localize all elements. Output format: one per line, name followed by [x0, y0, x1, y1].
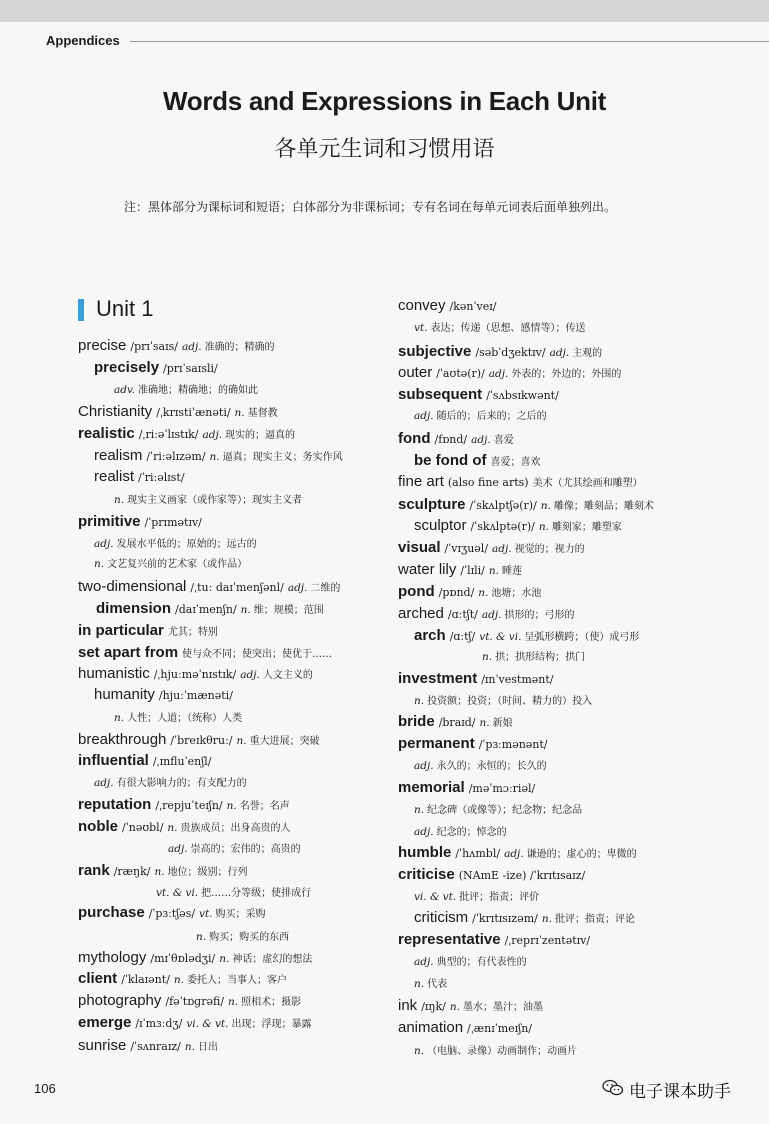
definition: 有很大影响力的；有支配力的 — [116, 778, 247, 789]
entry-line — [414, 319, 586, 334]
part-of-speech: n. — [414, 978, 425, 990]
headword: sculptor — [414, 517, 467, 534]
entry-line — [414, 627, 639, 644]
watermark-text: 电子课本助手 — [629, 1082, 731, 1102]
entry-line — [78, 665, 313, 682]
part-of-speech: n. — [540, 500, 551, 512]
headword: humanistic — [78, 665, 150, 682]
headword: sunrise — [78, 1037, 127, 1054]
part-of-speech: n. — [479, 717, 490, 729]
headword: visual — [398, 539, 441, 556]
phonetic: /ˈsʌnraɪz/ — [130, 1040, 181, 1053]
definition: 委托人；当事人；客户 — [187, 975, 288, 986]
part-of-speech: n. — [154, 866, 165, 878]
headword: convey — [398, 297, 446, 314]
unit-accent-bar — [78, 299, 84, 321]
headword: subjective — [398, 343, 472, 360]
entry-line — [398, 473, 643, 490]
definition: 名誉；名声 — [239, 801, 290, 812]
part-of-speech: n. — [196, 931, 207, 943]
headword: realist — [94, 468, 135, 485]
definition: 购买；采购 — [215, 909, 266, 920]
part-of-speech: vt. & vi. — [156, 887, 199, 899]
definition: 雕刻家；雕塑家 — [551, 522, 622, 533]
phonetic: /ˈskʌlptə(r)/ — [470, 520, 535, 533]
definition: 文艺复兴前的艺术家（或作品） — [107, 559, 248, 570]
phonetic: /prɪˈsaɪs/ — [130, 340, 178, 353]
phonetic: /ˌrepjuˈteɪʃn/ — [155, 799, 223, 812]
part-of-speech: vt. — [414, 322, 428, 334]
part-of-speech: n. — [414, 804, 425, 816]
headword: criticism — [414, 909, 469, 926]
part-of-speech: vi. & vt. — [186, 1018, 229, 1030]
part-of-speech: n. — [538, 521, 549, 533]
entry-line — [78, 992, 301, 1009]
entry-line — [414, 517, 622, 534]
part-of-speech: n. — [226, 800, 237, 812]
entry-line — [398, 866, 585, 883]
entry-line — [94, 447, 343, 464]
page-number: 106 — [34, 1081, 56, 1096]
headword: precisely — [94, 359, 160, 376]
wechat-icon — [602, 1079, 624, 1097]
entry-line — [398, 496, 654, 513]
entry-line — [398, 1019, 532, 1036]
entry-line — [398, 561, 522, 578]
definition: 地位；级别；行列 — [167, 867, 248, 878]
part-of-speech: vi. & vt. — [414, 891, 457, 903]
part-of-speech: n. — [219, 953, 230, 965]
part-of-speech: n. — [449, 1001, 460, 1013]
definition: 纪念碑（或像等）；纪念物；纪念品 — [427, 805, 583, 816]
definition: 崇高的；宏伟的；高贵的 — [190, 844, 301, 855]
entry-line — [398, 997, 543, 1014]
phonetic: /məˈmɔːriəl/ — [468, 782, 536, 795]
headword: in particular — [78, 622, 164, 639]
phonetic: /ɑːtʃt/ — [447, 608, 478, 621]
definition: 逼真；现实主义；务实作风 — [222, 452, 343, 463]
definition: 现实的；逼真的 — [225, 430, 296, 441]
entry-line — [94, 535, 257, 550]
definition: 呈弧形横跨；（使）成弓形 — [524, 632, 640, 643]
top-band — [0, 0, 769, 22]
part-of-speech: n. — [94, 558, 105, 570]
definition: 喜爱；喜欢 — [490, 457, 541, 468]
headword: humble — [398, 844, 452, 861]
entry-line — [114, 381, 258, 396]
headword: breakthrough — [78, 731, 167, 748]
definition: 出现；浮现；暴露 — [231, 1019, 312, 1030]
part-of-speech: n. — [114, 712, 125, 724]
definition: 池塘；水池 — [491, 588, 542, 599]
phonetic: /ˌænɪˈmeɪʃn/ — [467, 1022, 532, 1035]
phonetic: /ˈkrɪtɪsɪzəm/ — [472, 912, 538, 925]
part-of-speech: vt. & vi. — [479, 631, 522, 643]
note: 注：黑体部分为课标词和短语；白体部分为非课标词；专有名词在每单元词表后面单独列出。 — [124, 200, 617, 214]
headword: arched — [398, 605, 444, 622]
phonetic: /ˈriːəlɪst/ — [138, 471, 185, 484]
headword: sculpture — [398, 496, 466, 513]
part-of-speech: adj. — [240, 669, 260, 681]
headword: animation — [398, 1019, 464, 1036]
entry-line — [78, 403, 278, 420]
definition: 主观的 — [572, 348, 603, 359]
phonetic: (also fine arts) — [447, 476, 529, 489]
entry-line — [78, 622, 218, 639]
headword: purchase — [78, 904, 145, 921]
part-of-speech: adj. — [414, 826, 434, 838]
entry-line — [94, 555, 247, 570]
part-of-speech: n. — [114, 494, 125, 506]
entry-line — [78, 731, 320, 748]
entry-line — [398, 430, 514, 447]
phonetic: /ˈklaɪənt/ — [121, 973, 170, 986]
entry-line — [168, 840, 301, 855]
headword: permanent — [398, 735, 475, 752]
definition: 谦逊的；虚心的；卑微的 — [526, 849, 637, 860]
entry-line — [78, 796, 290, 813]
definition: 新娘 — [492, 718, 513, 729]
part-of-speech: n. — [209, 451, 220, 463]
entry-line — [398, 670, 553, 687]
phonetic: /ɪnˈvestmənt/ — [481, 673, 554, 686]
headword: bride — [398, 713, 435, 730]
part-of-speech: n. — [234, 407, 245, 419]
entry-line — [94, 686, 233, 703]
part-of-speech: n. — [478, 587, 489, 599]
page-title: Words and Expressions in Each Unit — [163, 86, 606, 116]
phonetic: /ˈprɪmətɪv/ — [144, 516, 202, 529]
definition: 现实主义画家（或作家等）；现实主义者 — [127, 495, 303, 506]
headword: two-dimensional — [78, 578, 187, 595]
entry-line — [482, 648, 585, 663]
definition: 人文主义的 — [262, 670, 313, 681]
unit-title: Unit 1 — [96, 296, 154, 321]
definition: 视觉的；视力的 — [514, 544, 585, 555]
definition: 墨水；墨汁；油墨 — [462, 1002, 543, 1013]
phonetic: /ˈpɜːmənənt/ — [478, 738, 548, 751]
headword: criticise — [398, 866, 455, 883]
headword: reputation — [78, 796, 152, 813]
phonetic: /ˈsʌbsɪkwənt/ — [486, 389, 559, 402]
headword: emerge — [78, 1014, 132, 1031]
entry-line — [78, 1014, 311, 1031]
part-of-speech: adj. — [504, 848, 524, 860]
part-of-speech: n. — [541, 913, 552, 925]
entry-line — [398, 605, 574, 622]
entry-line — [78, 904, 266, 921]
definition: 使与众不同；使突出；使优于…… — [182, 649, 333, 660]
entry-line — [398, 844, 637, 861]
phonetic: /ˈbreɪkθruː/ — [170, 734, 233, 747]
part-of-speech: n. — [173, 974, 185, 986]
entry-line — [414, 757, 547, 772]
phonetic: /pɒnd/ — [438, 586, 475, 599]
header-rule — [130, 41, 769, 42]
entry-line — [414, 909, 635, 926]
definition: （电脑、录像）动画制作；动画片 — [427, 1046, 578, 1057]
entry-line — [398, 735, 548, 752]
part-of-speech: n. — [414, 695, 425, 707]
phonetic: /səbˈdʒektɪv/ — [475, 346, 546, 359]
headword: humanity — [94, 686, 155, 703]
headword: fond — [398, 430, 431, 447]
headword: client — [78, 970, 118, 987]
definition: 准确地；精确地；的确如此 — [138, 385, 259, 396]
definition: 代表 — [427, 979, 448, 990]
definition: 人性；人道；（统称）人类 — [127, 713, 243, 724]
part-of-speech: adj. — [414, 956, 434, 968]
headword: fine art — [398, 473, 444, 490]
entry-line — [78, 949, 312, 966]
headword: noble — [78, 818, 118, 835]
phonetic: /prɪˈsaɪsli/ — [163, 362, 218, 375]
definition: 喜爱 — [493, 435, 514, 446]
part-of-speech: adj. — [414, 760, 434, 772]
part-of-speech: n. — [414, 1045, 425, 1057]
definition: 纪念的；悼念的 — [436, 827, 507, 838]
entry-line — [78, 752, 211, 769]
headword: pond — [398, 583, 435, 600]
headword: arch — [414, 627, 446, 644]
entry-line — [414, 975, 447, 990]
entry-line — [414, 801, 582, 816]
definition: 拱形的；弓形的 — [504, 610, 575, 621]
definition: 把……分等级；使排成行 — [201, 888, 312, 899]
entry-line — [414, 888, 539, 903]
entry-line — [414, 1042, 577, 1057]
part-of-speech: n. — [236, 735, 247, 747]
phonetic: /ˌreprɪˈzentətɪv/ — [504, 934, 591, 947]
phonetic: /hjuːˈmænəti/ — [158, 689, 233, 702]
entry-line — [94, 359, 218, 376]
headword: influential — [78, 752, 149, 769]
part-of-speech: vt. — [199, 908, 213, 920]
headword: representative — [398, 931, 501, 948]
definition: 神话；虚幻的想法 — [232, 954, 313, 965]
phonetic: /ˈvɪʒuəl/ — [444, 542, 489, 555]
entry-line — [398, 931, 590, 948]
definition: 批评；指责；评价 — [459, 892, 540, 903]
entry-line — [78, 337, 275, 354]
entry-line — [78, 970, 287, 987]
headword: ink — [398, 997, 418, 1014]
entry-line — [414, 452, 540, 469]
entry-line — [398, 297, 496, 314]
phonetic: /ræŋk/ — [113, 865, 151, 878]
definition: 重大进展；突破 — [249, 736, 320, 747]
phonetic: /braɪd/ — [438, 716, 476, 729]
part-of-speech: adj. — [94, 538, 114, 550]
headword: realism — [94, 447, 143, 464]
phonetic: /fəˈtɒɡrəfi/ — [165, 995, 225, 1008]
phonetic: /ˌkrɪstiˈænəti/ — [156, 406, 231, 419]
part-of-speech: adj. — [481, 609, 502, 621]
part-of-speech: adj. — [471, 434, 491, 446]
part-of-speech: adj. — [488, 368, 509, 380]
part-of-speech: n. — [488, 565, 499, 577]
definition: 准确的；精确的 — [204, 342, 275, 353]
headword: investment — [398, 670, 478, 687]
headword: memorial — [398, 779, 465, 796]
phonetic: /kənˈveɪ/ — [449, 300, 497, 313]
definition: 维；规模；范围 — [253, 605, 324, 616]
part-of-speech: adj. — [287, 582, 308, 594]
entry-line — [114, 709, 242, 724]
part-of-speech: adj. — [94, 777, 114, 789]
entry-line — [96, 600, 324, 617]
headword: dimension — [96, 600, 172, 617]
phonetic: /daɪˈmenʃn/ — [175, 603, 237, 616]
entry-line — [156, 884, 311, 899]
headword: outer — [398, 364, 433, 381]
definition: 永久的；永恒的；长久的 — [436, 761, 547, 772]
phonetic: /ˈnəʊbl/ — [122, 821, 164, 834]
entry-line — [94, 774, 247, 789]
part-of-speech: n. — [482, 651, 493, 663]
entry-line — [398, 386, 559, 403]
entry-line — [414, 953, 527, 968]
definition: 雕像；雕刻品；雕刻术 — [553, 501, 654, 512]
definition: 贵族成员；出身高贵的人 — [180, 823, 291, 834]
section-label: Appendices — [46, 33, 120, 48]
definition: 典型的；有代表性的 — [436, 957, 527, 968]
headword: rank — [78, 862, 110, 879]
phonetic: /ˌtuː daɪˈmenʃənl/ — [190, 581, 284, 594]
definition: 日出 — [197, 1042, 218, 1053]
entry-line — [78, 862, 248, 879]
entry-line — [78, 513, 202, 530]
definition: 美术（尤其绘画和雕塑） — [532, 478, 643, 489]
headword: subsequent — [398, 386, 483, 403]
headword: photography — [78, 992, 162, 1009]
headword: realistic — [78, 425, 135, 442]
headword: Christianity — [78, 403, 153, 420]
phonetic: /ɪŋk/ — [421, 1000, 446, 1013]
definition: 二维的 — [310, 583, 341, 594]
entry-line — [196, 928, 289, 943]
definition: 尤其；特别 — [167, 627, 218, 638]
entry-line — [78, 578, 340, 595]
definition: 照相术；摄影 — [241, 997, 302, 1008]
definition: 基督教 — [247, 408, 278, 419]
entry-line — [398, 713, 513, 730]
phonetic: /ˈlɪli/ — [460, 564, 485, 577]
phonetic: /fɒnd/ — [434, 433, 468, 446]
phonetic: /ɪˈmɜːdʒ/ — [135, 1017, 183, 1030]
phonetic: /ˈriːəlɪzəm/ — [146, 450, 206, 463]
entry-line — [114, 491, 302, 506]
headword: mythology — [78, 949, 147, 966]
part-of-speech: adj. — [492, 543, 512, 555]
definition: 拱；拱形结构；拱门 — [495, 652, 586, 663]
part-of-speech: adj. — [202, 429, 223, 441]
definition: 投资额；投资；（时间、精力的）投入 — [427, 696, 593, 707]
headword: set apart from — [78, 644, 179, 661]
entry-line — [78, 425, 295, 442]
part-of-speech: n. — [184, 1041, 195, 1053]
phonetic: /ˈaʊtə(r)/ — [436, 367, 485, 380]
headword: water lily — [398, 561, 457, 578]
entry-line — [78, 818, 291, 835]
entry-line — [94, 468, 185, 485]
definition: 表达；传递（思想、感情等）；传送 — [430, 323, 586, 334]
page-subtitle: 各单元生词和习惯用语 — [274, 137, 495, 162]
entry-line — [398, 779, 535, 796]
definition: 购买；购买的东西 — [209, 932, 290, 943]
entry-line — [398, 364, 621, 381]
part-of-speech: n. — [240, 604, 251, 616]
definition: 外表的；外边的；外围的 — [511, 369, 622, 380]
phonetic: /ˌɪnfluˈenʃl/ — [152, 755, 212, 768]
part-of-speech: n. — [228, 996, 239, 1008]
entry-line — [414, 823, 507, 838]
phonetic: /mɪˈθɒlədʒi/ — [150, 952, 216, 965]
entry-line — [398, 539, 585, 556]
phonetic: /ˌhjuːməˈnɪstɪk/ — [153, 668, 237, 681]
headword: be fond of — [414, 452, 487, 469]
headword: precise — [78, 337, 127, 354]
entry-line — [78, 644, 332, 661]
phonetic: /ˌriːəˈlɪstɪk/ — [138, 428, 199, 441]
entry-line — [398, 583, 541, 600]
part-of-speech: adj. — [181, 341, 202, 353]
phonetic: /ɑːtʃ/ — [449, 630, 476, 643]
entry-line — [414, 692, 592, 707]
definition: 随后的；后来的；之后的 — [436, 411, 547, 422]
part-of-speech: adj. — [549, 347, 570, 359]
phonetic: (NAmE -ize) /ˈkrɪtɪsaɪz/ — [458, 869, 586, 882]
phonetic: /ˈskʌlptʃə(r)/ — [469, 499, 537, 512]
definition: 发展水平低的；原始的；远古的 — [116, 539, 257, 550]
entry-line — [398, 343, 602, 360]
entry-line — [78, 1037, 218, 1054]
part-of-speech: adj. — [168, 843, 188, 855]
entry-line — [414, 407, 547, 422]
phonetic: /ˈpɜːtʃəs/ — [148, 907, 196, 920]
phonetic: /ˈhʌmbl/ — [455, 847, 501, 860]
definition: 批评；指责；评论 — [554, 914, 635, 925]
headword: primitive — [78, 513, 141, 530]
part-of-speech: n. — [167, 822, 178, 834]
part-of-speech: adj. — [414, 410, 434, 422]
definition: 睡莲 — [501, 566, 522, 577]
part-of-speech: adv. — [114, 384, 136, 396]
